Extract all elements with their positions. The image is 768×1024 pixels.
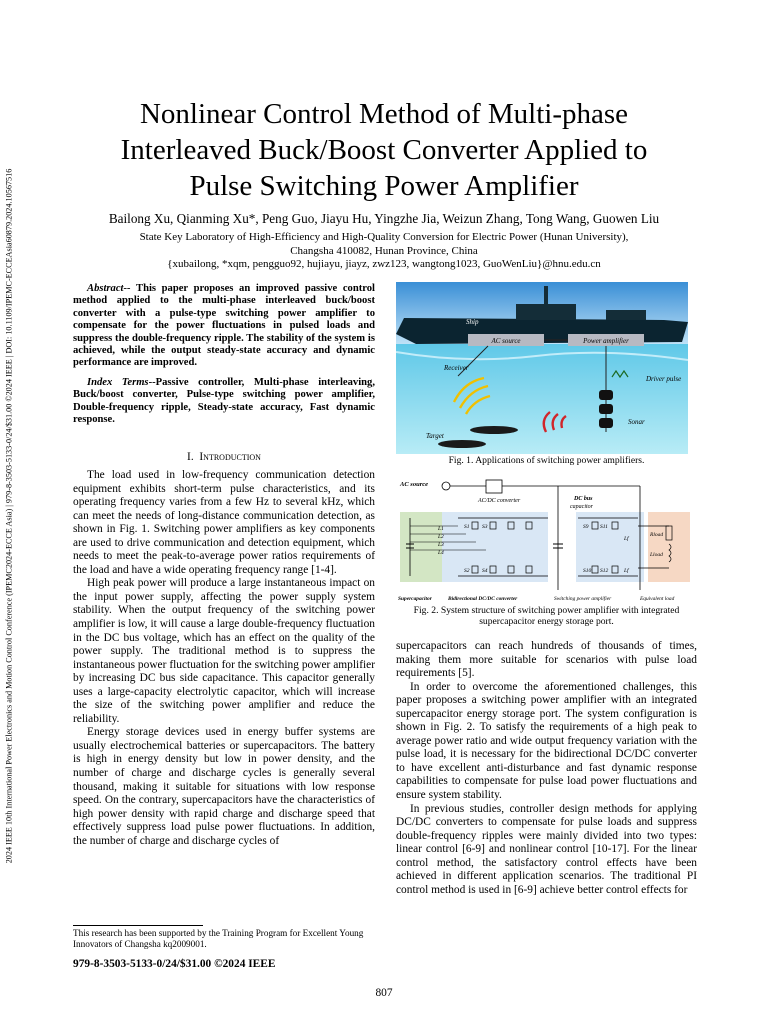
target-submarine — [470, 426, 518, 434]
fig2-s10: S10 — [583, 568, 592, 574]
section-heading — [73, 451, 375, 463]
paragraph: In order to overcome the aforementioned challenges, this paper proposes a switching power amplifier with an integrated supercapacitor energy storage port. The system configuration is shown in Fig. 2. To satisfy the requirements of a high peak to average power ratio and wide output frequency variation with the pulse load, it is necessary for the bidirectional DC/DC converter to have excellent anti-disturbance and fast dynamic response capabilities to compensate for pulse load power fluctuations and ensure system stability. — [396, 680, 697, 802]
title-line: Interleaved Buck/Boost Converter Applied to — [120, 134, 648, 166]
figure-2-caption — [396, 605, 697, 627]
fig2-l1: L1 — [438, 526, 444, 532]
fig2-spa-label: Switching power amplifier — [554, 596, 612, 602]
fig2-lf-bottom: Lf — [624, 568, 629, 574]
affiliation-line: State Key Laboratory of High-Efficiency and High-Quality Conversion for Electric Power (Hunan University), — [139, 231, 629, 243]
driver-pulse-label: Driver pulse — [646, 375, 682, 383]
email-list: {xubailong, *xqm, pengguo92, hujiayu, jiayz, zwz123, wangtong1023, GuoWenLiu}@hnu.edu.cn — [167, 258, 601, 271]
footnote-divider — [73, 925, 203, 926]
paragraph: In previous studies, controller design methods for applying DC/DC converters to compensate for pulse loads and suppress double-frequency ripples were mainly divided into two types: linear control [6-9] and nonlinear control [10-17]. For the linear control method, the satisfactory control effects have been achieved in different application scenarios. The traditional PI control method is used in [6-9] achieve better control effects for — [396, 802, 697, 896]
index-terms-text: --Passive controller, Multi-phase interleaving, Buck/boost converter, Pulse-type switching power amplifier, Double-frequency ripple, Steady-state accuracy, Fast dynamic response. — [73, 376, 375, 426]
paper-title — [60, 96, 708, 204]
fig2-l4: L4 — [438, 550, 444, 556]
index-terms — [73, 377, 375, 427]
fig2-s4: S4 — [482, 568, 488, 574]
abstract-text: This paper proposes an improved passive control method applied to the multi-phase interleaved buck/boost converter with a pulse-type switching power amplifier to compensate for the power fluctuations in pulsed loads and suppress the double-frequency ripple. The stability of the system is achieved, while the output steady-state accuracy and dynamic performance are improved. — [73, 283, 375, 369]
section-number: I. — [187, 451, 194, 463]
isbn-line: 979-8-3503-5133-0/24/$31.00 ©2024 IEEE — [73, 958, 276, 970]
left-column-body — [73, 469, 375, 848]
title-line: Pulse Switching Power Amplifier — [189, 170, 579, 202]
paragraph: Energy storage devices used in energy buffer systems are usually electrochemical batteries or supercapacitors. The battery is high in energy density but low in power density, and the number of charge and discharge cycles is generally several thousand, making it suitable for situations with low response speed. On the contrary, supercapacitors have the characteristics of high power density with rapid charge and discharge speed that effectively suppress load pulse power fluctuations. In addition, the number of charge and discharge cycles of — [73, 726, 375, 847]
paragraph: High peak power will produce a large instantaneous impact on the input power supply, affecting the power supply system stability. When the output frequency of the switching power amplifier is low, it will cause a large double-frequency fluctuation in the DC bus voltage, which has an effect on the quality of the power supply. The traditional method is to suppress the instantaneous power fluctuation for the switching power amplifier by increasing DC bus side capacitance. This capacitor generally uses a large-capacity electrolytic capacitor, which will increase the size of the switching power amplifier and reduce the reliability. — [73, 577, 375, 725]
figure-1-illustration — [396, 282, 688, 454]
caption-line: supercapacitor energy storage port. — [479, 616, 614, 627]
right-column-body — [396, 640, 697, 897]
fig2-capacitor-label: capacitor — [570, 504, 593, 510]
fig2-s9: S9 — [583, 524, 589, 530]
fig2-bidir-label: Bidirectional DC/DC converter — [448, 596, 518, 602]
abstract — [73, 283, 375, 370]
fig2-l2: L2 — [438, 534, 444, 540]
target-label: Target — [426, 432, 444, 440]
funding-footnote: This research has been supported by the Training Program for Excellent Young Innovators of Changsha kq2009001. — [73, 928, 364, 949]
figure-1-caption: Fig. 1. Applications of switching power amplifiers. — [448, 455, 645, 466]
fig2-s11: S11 — [600, 524, 608, 530]
affiliation-line: Changsha 410082, Hunan Province, China — [290, 244, 478, 257]
caption-line: Fig. 2. System structure of switching power amplifier with integrated — [413, 605, 680, 616]
fig2-s1: S1 — [464, 524, 470, 530]
fig2-supercap-label: Supercapacitor — [398, 596, 432, 602]
ac-source-label: AC source — [491, 337, 521, 345]
fig2-lf-top: Lf — [624, 536, 629, 542]
title-line: Nonlinear Control Method of Multi-phase — [139, 98, 629, 130]
page-number: 807 — [375, 987, 393, 999]
fig2-l3: L3 — [438, 542, 444, 548]
fig2-rload: Rload — [650, 532, 664, 538]
index-terms-label: Index Terms — [87, 376, 149, 388]
sonar-label: Sonar — [628, 418, 645, 426]
fig2-s3: S3 — [482, 524, 488, 530]
author-list: Bailong Xu, Qianming Xu*, Peng Guo, Jiayu Hu, Yingzhe Jia, Weizun Zhang, Tong Wang, Guowen Liu — [108, 211, 660, 226]
affiliation — [40, 231, 728, 272]
fig2-ac-source: AC source — [400, 481, 428, 488]
fig2-s2: S2 — [464, 568, 470, 574]
fig2-s12: S12 — [600, 568, 609, 574]
fig2-eqload-label: Equivalent load — [640, 596, 675, 602]
fig2-dcbus-label: DC bus — [574, 496, 593, 502]
receiver-label: Receiver — [444, 364, 469, 372]
paragraph: The load used in low-frequency communication detection equipment exhibits short-term pulse characteristics, and its operating frequency varies from a few Hz to several kHz, which can meet the needs of long-distance communication detection, as shown in Fig. 1. Switching power amplifiers as key components are used to drive communication and detection equipment, which needs to meet the peak-to-average power ratios requirements of the load and have a wide operating frequency range [1-4]. — [73, 469, 375, 576]
paragraph-continuation: supercapacitors can reach hundreds of thousands of times, making them more suitable for scenarios with pulse load requirements [5]. — [396, 640, 697, 680]
figure-2-schematic — [398, 478, 692, 604]
power-amplifier-label: Power amplifier — [583, 337, 629, 345]
side-doi-note: 2024 IEEE 10th International Power Electronics and Motion Control Conference (IPEMC2024-ECCE Asia) | 979-8-3503-5133-0/24/$31.00 ©2024 IEEE | DOI: 10.1109/IPEMC-ECCEAsia60879.2024.10567516 — [4, 168, 14, 864]
ship-label: Ship — [466, 318, 479, 326]
section-title: Introduction — [199, 451, 261, 463]
fig2-acdc-label: AC/DC converter — [478, 498, 521, 504]
abstract-label: Abstract-- — [87, 283, 131, 294]
fig2-lload: Lload — [650, 552, 663, 558]
abstract-block — [73, 283, 375, 433]
